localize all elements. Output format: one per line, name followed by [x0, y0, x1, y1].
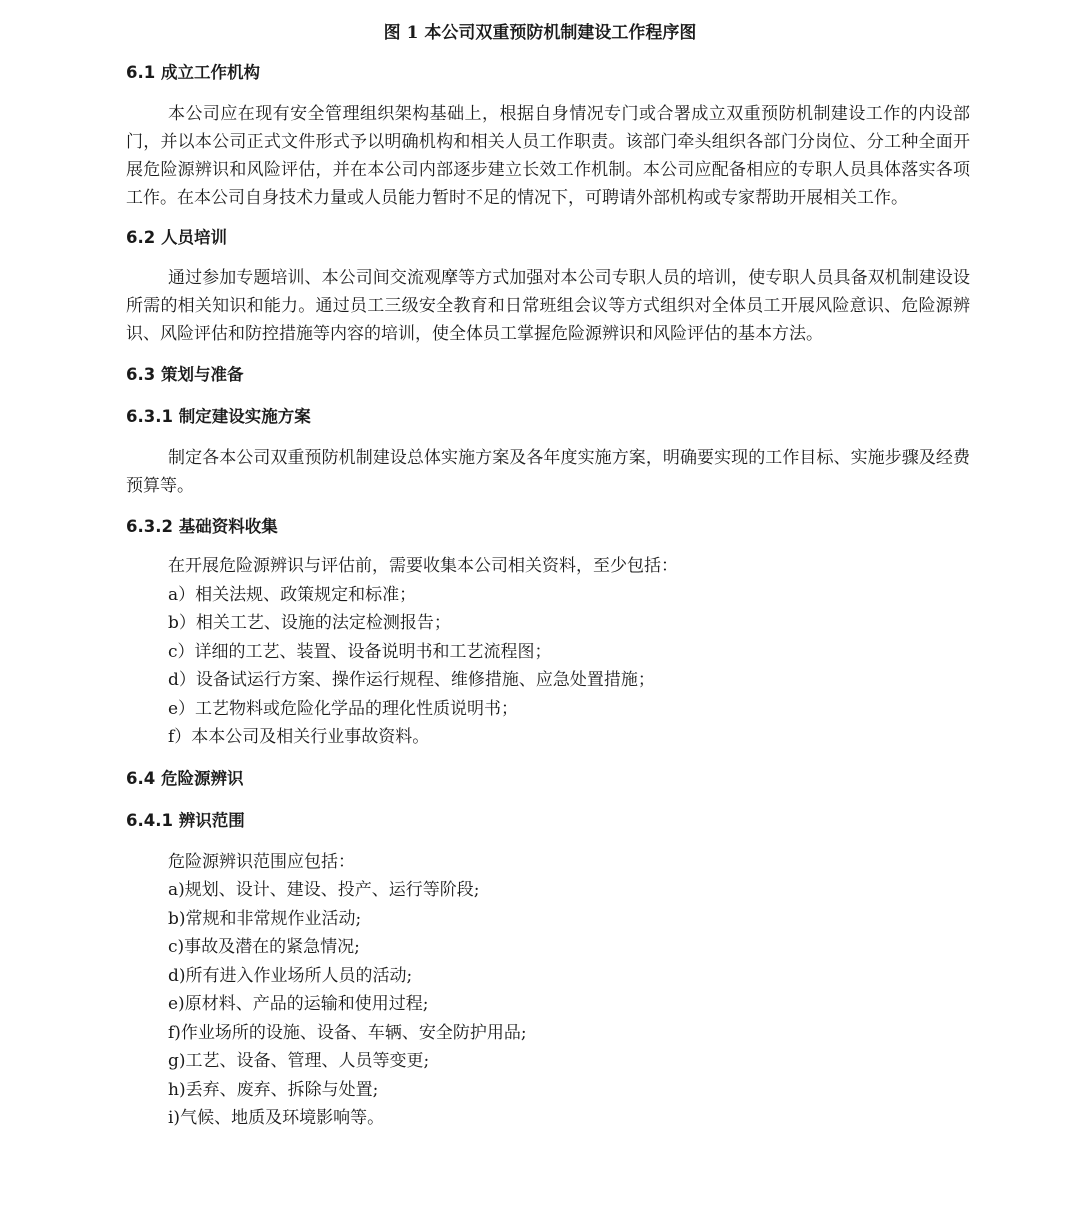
list-item: h)丢弃、废弃、拆除与处置;: [168, 1079, 379, 1100]
list-item: e）工艺物料或危险化学品的理化性质说明书；: [168, 698, 519, 719]
list-item: c)事故及潜在的紧急情况;: [168, 937, 360, 957]
list-intro-6-3-2: 在开展危险源辨识与评估前，需要收集本公司相关资料，至少包括：: [168, 556, 678, 576]
section-heading-6-3-2: 6.3.2 基础资料收集: [126, 517, 278, 536]
list-item: c）详细的工艺、装置、设备说明书和工艺流程图；: [168, 641, 552, 662]
section-heading-6-4: 6.4 危险源辨识: [126, 768, 244, 788]
section-paragraph-6-3-1: 制定各本公司双重预防机制建设总体实施方案及各年度实施方案，明确要实现的工作目标、实施步骤及经费预算等。: [126, 448, 970, 496]
list-item: e)原材料、产品的运输和使用过程;: [168, 994, 429, 1014]
list-item: a)规划、设计、建设、投产、运行等阶段;: [168, 880, 480, 900]
list-item: d)所有进入作业场所人员的活动;: [168, 965, 413, 986]
list-item: g)工艺、设备、管理、人员等变更;: [168, 1051, 430, 1071]
list-6-3-2: [126, 581, 970, 752]
list-item: f）本本公司及相关行业事故资料。: [168, 727, 430, 747]
document-body: [126, 60, 970, 1133]
list-item: f)作业场所的设施、设备、车辆、安全防护用品;: [168, 1022, 527, 1043]
section-heading-6-3-1: 6.3.1 制定建设实施方案: [126, 407, 311, 426]
section-heading-6-1: 6.1 成立工作机构: [126, 63, 260, 82]
list-intro-6-4-1: 危险源辨识范围应包括：: [168, 851, 355, 872]
figure-caption: 图 1 本公司双重预防机制建设工作程序图: [383, 23, 697, 43]
list-6-4-1: [126, 876, 970, 1133]
section-paragraph-6-1: 本公司应在现有安全管理组织架构基础上，根据自身情况专门或合署成立双重预防机制建设工作的内设部门，并以本公司正式文件形式予以明确机构和相关人员工作职责。该部门牵头组织各部门分岗位、分工种全面开展危险源辨识和风险评估，并在本公司内部逐步建立长效工作机制。本公司应配备相应的专职人员具体落实各项工作。在本公司自身技术力量或人员能力暂时不足的情况下，可聘请外部机构或专家帮助开展相关工作。: [126, 104, 970, 208]
list-item: b)常规和非常规作业活动;: [168, 908, 362, 929]
section-heading-6-4-1: 6.4.1 辨识范围: [126, 810, 245, 830]
section-paragraph-6-2: 通过参加专题培训、本公司间交流观摩等方式加强对本公司专职人员的培训，使专职人员具备双机制建设设所需的相关知识和能力。通过员工三级安全教育和日常班组会议等方式组织对全体员工开展风险意识、危险源辨识、风险评估和防控措施等内容的培训，使全体员工掌握危险源辨识和风险评估的基本方法。: [126, 268, 970, 344]
list-item: i)气候、地质及环境影响等。: [168, 1108, 385, 1128]
list-item: d）设备试运行方案、操作运行规程、维修措施、应急处置措施；: [168, 670, 655, 690]
section-heading-6-2: 6.2 人员培训: [126, 228, 227, 247]
section-heading-6-3: 6.3 策划与准备: [126, 365, 244, 384]
list-item: a）相关法规、政策规定和标准；: [168, 584, 417, 605]
list-item: b）相关工艺、设施的法定检测报告；: [168, 613, 451, 633]
